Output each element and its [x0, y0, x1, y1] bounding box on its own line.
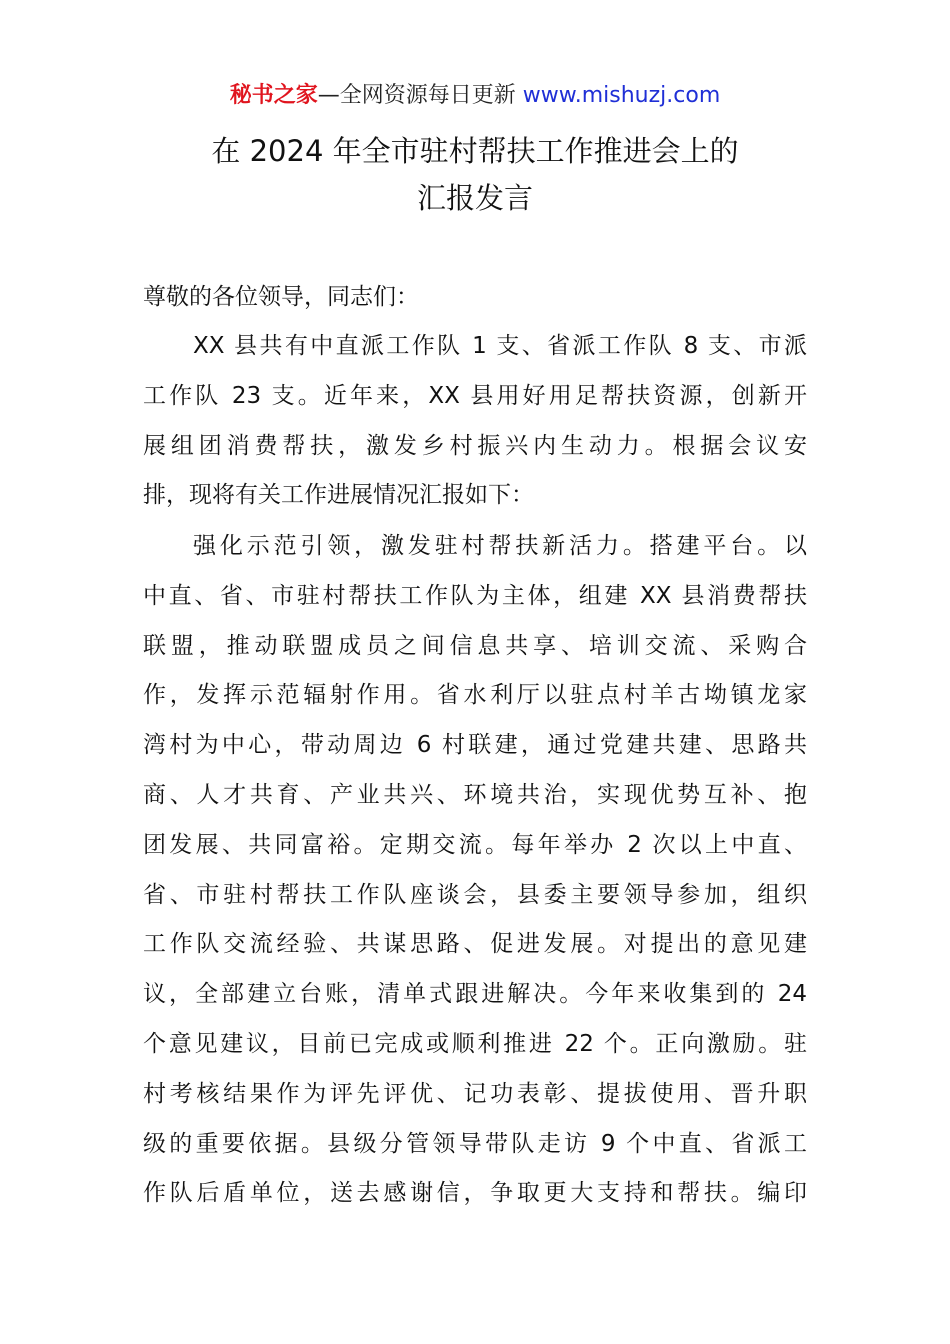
paragraph-line: XX 县共有中直派工作队 1 支、省派工作队 8 支、市派: [193, 333, 807, 359]
paragraph-line: 省、市驻村帮扶工作队座谈会，县委主要领导参加，组织: [143, 881, 807, 908]
paragraph-line: 作，发挥示范辐射作用。省水利厅以驻点村羊古坳镇龙家: [143, 682, 807, 709]
paragraph-line: 强化示范引领，激发驻村帮扶新活力。搭建平台。以: [193, 533, 807, 559]
paragraph-line: 个意见建议，目前已完成或顺利推进 22 个。正向激励。驻: [143, 1030, 807, 1057]
title-line-2: 汇报发言: [416, 181, 533, 215]
paragraph-line: 湾村为中心，带动周边 6 村联建，通过党建共建、思路共: [143, 732, 807, 759]
paragraph-line: 作队后盾单位，送去感谢信，争取更大支持和帮扶。编印: [143, 1180, 807, 1207]
title-line-1: 在 2024 年全市驻村帮扶工作推进会上的: [211, 134, 739, 168]
paragraph-line: 工作队 23 支。近年来，XX 县用好用足帮扶资源，创新开: [143, 382, 807, 409]
paragraph-line: 工作队交流经验、共谋思路、促进发展。对提出的意见建: [143, 931, 807, 958]
banner-tagline: —全网资源每日更新: [317, 83, 523, 108]
paragraph-line: 团发展、共同富裕。定期交流。每年举办 2 次以上中直、: [143, 831, 807, 858]
paragraph-line: 展组团消费帮扶，激发乡村振兴内生动力。根据会议安: [143, 432, 807, 459]
paragraph-line: 商、人才共育、产业共兴、环境共治，实现优势互补、抱: [143, 781, 807, 808]
banner-url-link[interactable]: www.mishuzj.com: [522, 83, 721, 108]
site-banner: [0, 78, 950, 114]
paragraph-line: 联盟，推动联盟成员之间信息共享、培训交流、采购合: [143, 632, 807, 659]
paragraph-line: 排，现将有关工作进展情况汇报如下：: [143, 482, 534, 509]
paragraph-demonstration: [143, 522, 807, 1219]
paragraph-line: 中直、省、市驻村帮扶工作队为主体，组建 XX 县消费帮扶: [143, 582, 807, 609]
paragraph-intro: [143, 322, 807, 521]
document-title: [0, 128, 950, 222]
paragraph-line: 村考核结果作为评先评优、记功表彰、提拔使用、晋升职: [143, 1080, 807, 1107]
paragraph-line: 级的重要依据。县级分管领导带队走访 9 个中直、省派工: [143, 1130, 807, 1157]
banner-brand: 秘书之家: [229, 83, 318, 108]
paragraph-line: 议，全部建立台账，清单式跟进解决。今年来收集到的 24: [143, 981, 807, 1008]
salutation: 尊敬的各位领导，同志们：: [143, 284, 419, 310]
